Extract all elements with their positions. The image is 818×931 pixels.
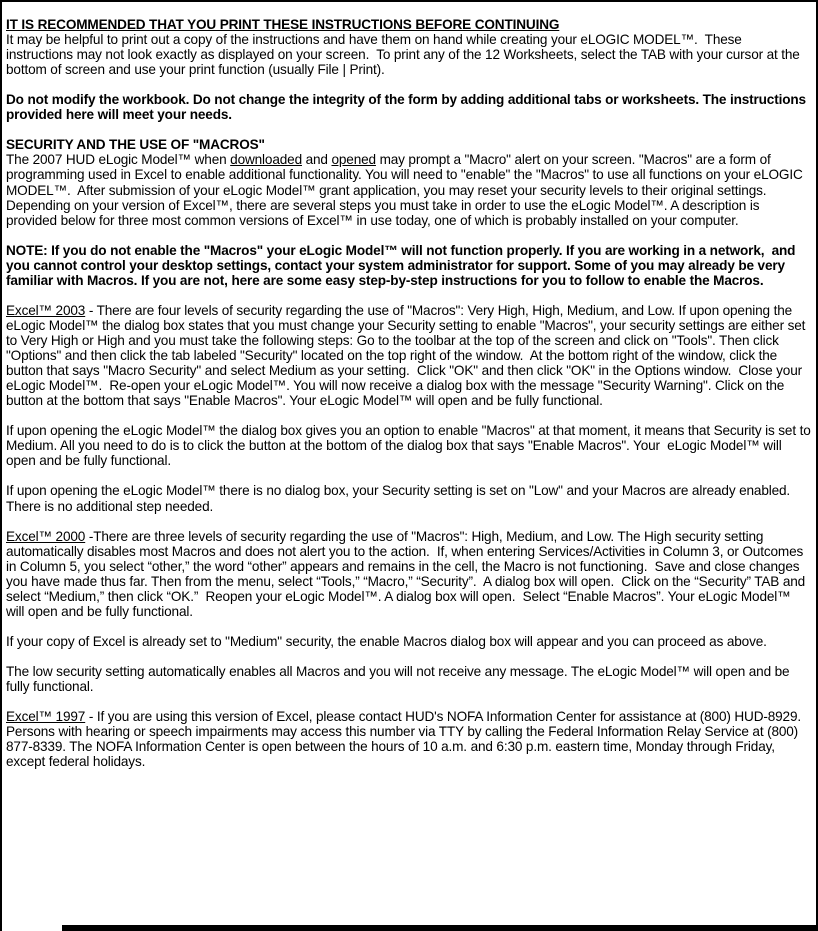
cell-bottom-border xyxy=(62,925,816,931)
security-intro-paragraph xyxy=(6,152,812,227)
print-instructions-paragraph: It may be helpful to print out a copy of the instructions and have them on hand while creating your eLOGIC MODEL™. These instructions may not look exactly as displayed on your screen. To print any of the 12 Worksheets, select the TAB with your cursor at the bottom of screen and use your print function (usually File | Print). xyxy=(6,32,804,78)
excel-1997-label: Excel™ 1997 xyxy=(6,709,86,725)
downloaded-underlined: downloaded xyxy=(230,152,302,168)
print-recommendation-title: IT IS RECOMMENDED THAT YOU PRINT THESE INSTRUCTIONS BEFORE CONTINUING xyxy=(6,17,560,32)
medium-already-set-paragraph: If your copy of Excel is already set to "Medium" security, the enable Macros dialog box will appear and you can proceed as above. xyxy=(6,633,767,649)
security-intro-post: may prompt a "Macro" alert on your screen. "Macros" are a form of programming used in Excel to enable additional functionality. You will need to "enable" the "Macros" to use all functions on your eLOGIC MODEL™. After submission of your eLogic Model™ grant application, you may reset your security levels to their original settings. Depending on your version of Excel™, there are several steps you must take in order to use the eLogic Model™. A description is provided below for three most common versions of Excel™ in use today, one of which is probably installed on your computer. xyxy=(6,152,807,228)
do-not-modify-paragraph: Do not modify the workbook. Do not change the integrity of the form by adding additional tabs or worksheets. The instructions provided here will meet your needs. xyxy=(6,92,810,123)
security-intro-mid: and xyxy=(301,152,332,168)
excel-2003-paragraph xyxy=(6,303,812,408)
excel-2000-body: -There are three levels of security regarding the use of "Macros": High, Medium, and Low. The High security setting automatically disables most Macros and does not alert you to the action. If, when entering Services/Activities in Column 3, or Outcomes in Column 5, you select “other,” the word “other” appears and remains in the cell, the Macro is not functioning. Save and close changes you have made thus far. Then from the menu, select “Tools,” “Macro,” “Security”. A dialog box will open. Click on the “Security” TAB and select “Medium,” then click “OK.” Reopen your eLogic Model™. A dialog box will open. Select “Enable Macros”. Your eLogic Model™ will open and be fully functional. xyxy=(6,528,809,619)
security-intro-pre: The 2007 HUD eLogic Model™ when xyxy=(6,152,231,168)
excel-2000-paragraph xyxy=(6,529,812,619)
low-security-setting-paragraph: The low security setting automatically enables all Macros and you will not receive any message. The eLogic Model™ will open and be fully functional. xyxy=(6,664,794,695)
excel-2003-label: Excel™ 2003 xyxy=(6,302,86,318)
excel-1997-body: - If you are using this version of Excel, please contact HUD's NOFA Information Center for assistance at (800) HUD-8929. Persons with hearing or speech impairments may access this number via TTY by calling the Federal Information Relay Service at (800) 877-8339. The NOFA Information Center is open between the hours of 10 a.m. and 6:30 p.m. eastern time, Monday through Friday, except federal holidays. xyxy=(6,709,805,770)
note-enable-macros-paragraph: NOTE: If you do not enable the "Macros" your eLogic Model™ will not function properly. If you are working in a network, and you cannot control your desktop settings, contact your system administrator for support. Some of you may already be very familiar with Macros. If you are not, here are some easy step-by-step instructions for you to follow to enable the Macros. xyxy=(6,242,799,288)
excel-2003-body: - There are four levels of security regarding the use of "Macros": Very High, High, Medium, and Low. If upon opening the eLogic Model™ the dialog box states that you must change your Security setting to enable "Macros", your security settings are either set to Very High or High and you must take the following steps: Go to the toolbar at the top of the screen and click on "Tools". Then click "Options" and then click the tab labeled "Security" located on the top right of the window. At the bottom right of the window, click the button that says "Macro Security" and select Medium as your setting. Click "OK" and then click "OK" in the Options window. Close your eLogic Model™. Re-open your eLogic Model™. You will now receive a dialog box with the message "Security Warning". Click on the button at the bottom that says "Enable Macros". Your eLogic Model™ will open and be fully functional. xyxy=(6,302,809,409)
instructions-text-block xyxy=(2,2,816,769)
medium-security-dialog-paragraph: If upon opening the eLogic Model™ the dialog box gives you an option to enable "Macros" at that moment, it means that Security is set to Medium. All you need to do is to click the button at the bottom of the dialog box that says "Enable Macros". Your eLogic Model™ will open and be fully functional. xyxy=(6,423,815,469)
excel-2000-label: Excel™ 2000 xyxy=(6,528,86,544)
excel-1997-paragraph xyxy=(6,709,812,769)
security-macros-heading: SECURITY AND THE USE OF "MACROS" xyxy=(6,137,265,153)
opened-underlined: opened xyxy=(331,152,376,168)
low-security-no-dialog-paragraph: If upon opening the eLogic Model™ there is no dialog box, your Security setting is set on "Low" and your Macros are already enabled. There is no additional step needed. xyxy=(6,483,794,514)
